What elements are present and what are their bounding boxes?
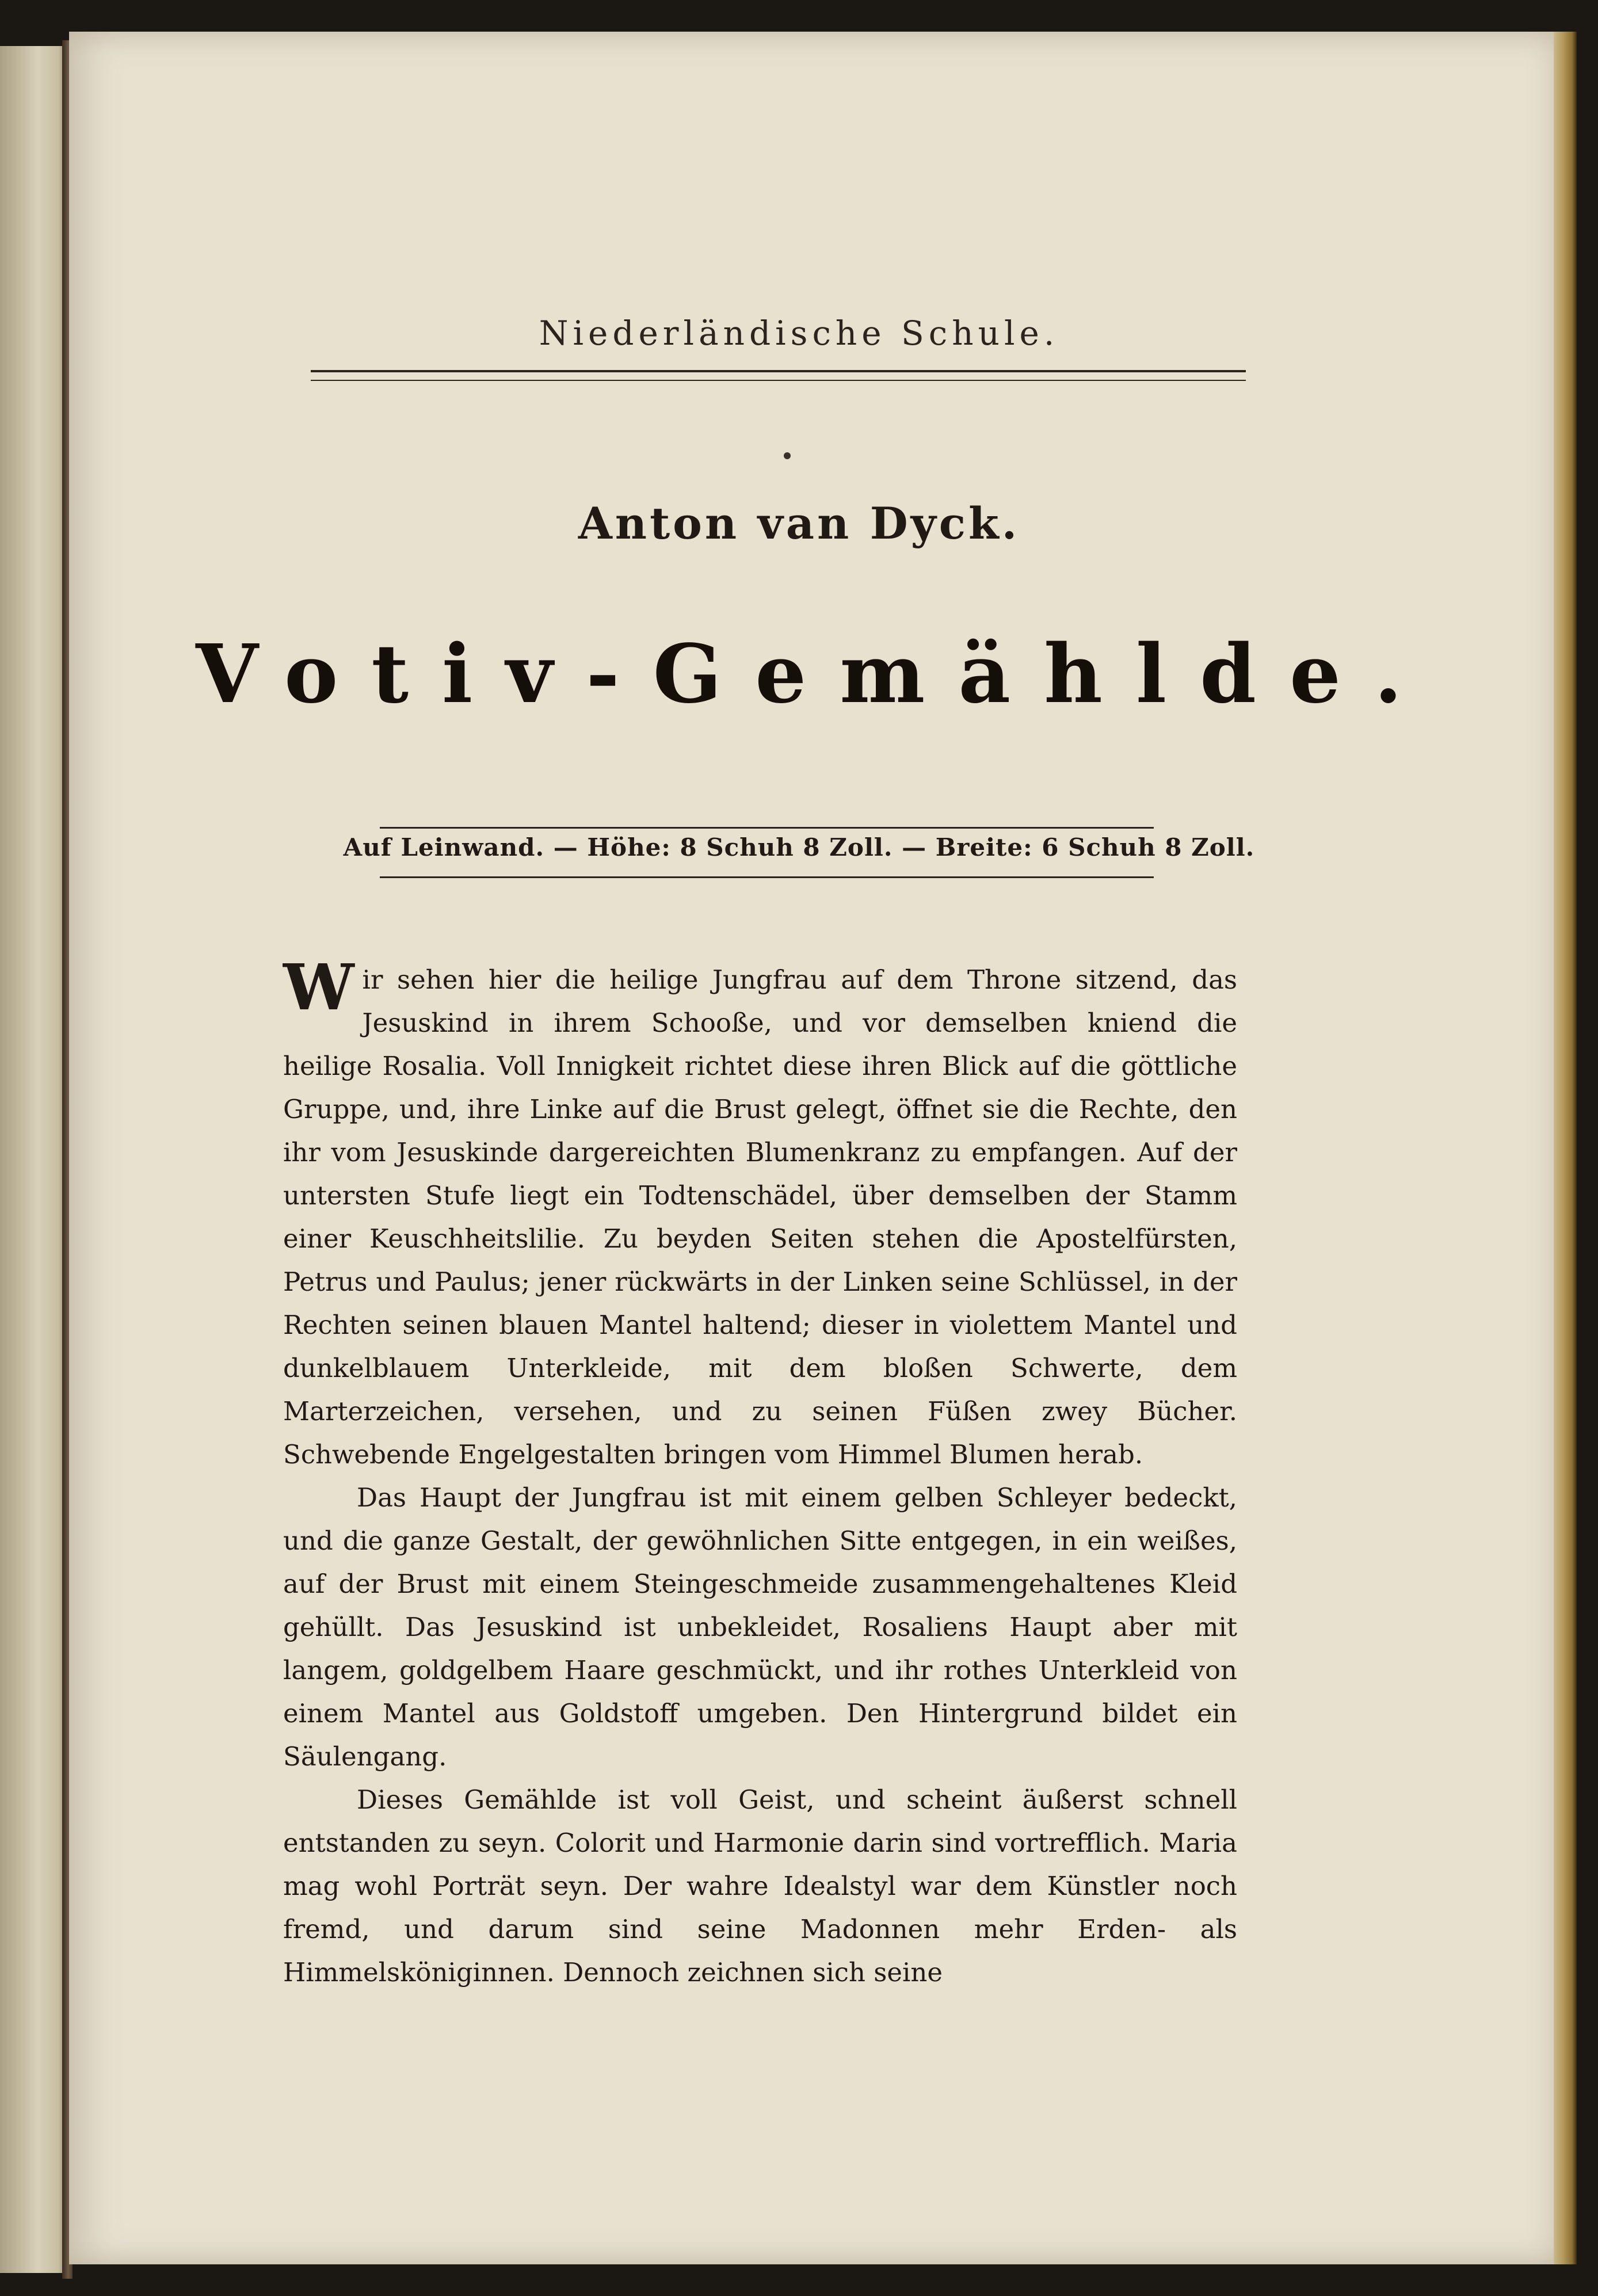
double-rule (311, 370, 1246, 381)
paragraph-2: Das Haupt der Jungfrau ist mit einem gelben Schleyer bedeckt, und die ganze Gestalt, der gewöhnlichen Sitte entgegen, in ein weißes, auf der Brust mit einem Steingeschmeide zusammengehaltenes Kleid gehüllt. Das Jesuskind ist unbekleidet, Rosaliens Haupt aber mit langem, goldgelbem Haare geschmückt, und ihr rothes Unterkleid von einem Mantel aus Goldstoff umgeben. Den Hintergrund bildet ein Säulengang. (283, 1482, 1237, 1772)
page-edge-gilt (1554, 32, 1577, 2264)
paragraph-3: Dieses Gemählde ist voll Geist, und scheint äußerst schnell entstanden zu seyn. Colorit und Harmonie darin sind vortrefflich. Maria mag wohl Porträt seyn. Der wahre Idealstyl war dem Künstler noch fremd, und darum sind seine Madonnen mehr Erden- als Himmelsköniginnen. Dennoch zeichnen sich seine (283, 1784, 1237, 1988)
paragraph-1 (283, 950, 1237, 1476)
drop-cap: W (283, 950, 354, 1024)
ink-dot (784, 452, 791, 459)
body-text (283, 950, 1237, 1994)
page-title: Votiv-Gemählde. (196, 627, 1436, 722)
paragraph-1-text: ir sehen hier die heilige Jungfrau auf dem Throne sitzend, das Jesuskind in ihrem Schooße, und vor demselben kniend die heilige Rosalia. Voll Innigkeit richtet diese ihren Blick auf die göttliche Gruppe, und, ihre Linke auf die Brust gelegt, öffnet sie die Rechte, den ihr vom Jesuskinde dargereichten Blumenkranz zu empfangen. Auf der untersten Stufe liegt ein Todtenschädel, über demselben der Stamm einer Keuschheitslilie. Zu beyden Seiten stehen die Apostelfürsten, Petrus und Paulus; jener rückwärts in der Linken seine Schlüssel, in der Rechten seinen blauen Mantel haltend; dieser in violettem Mantel und dunkelblauem Unterkleide, mit dem bloßen Schwerte, dem Marterzeichen, versehen, und zu seinen Füßen zwey Bücher. Schwebende Engelgestalten bringen vom Himmel Blumen herab. (283, 964, 1237, 1470)
author-heading: Anton van Dyck. (578, 498, 1020, 549)
dimensions-line: Auf Leinwand. — Höhe: 8 Schuh 8 Zoll. — Breite: 6 Schuh 8 Zoll. (343, 833, 1255, 861)
running-head: Niederländische Schule. (539, 314, 1059, 353)
previous-page-edge (0, 46, 69, 2273)
info-bottom-rule (380, 876, 1154, 878)
info-top-rule (380, 827, 1154, 829)
